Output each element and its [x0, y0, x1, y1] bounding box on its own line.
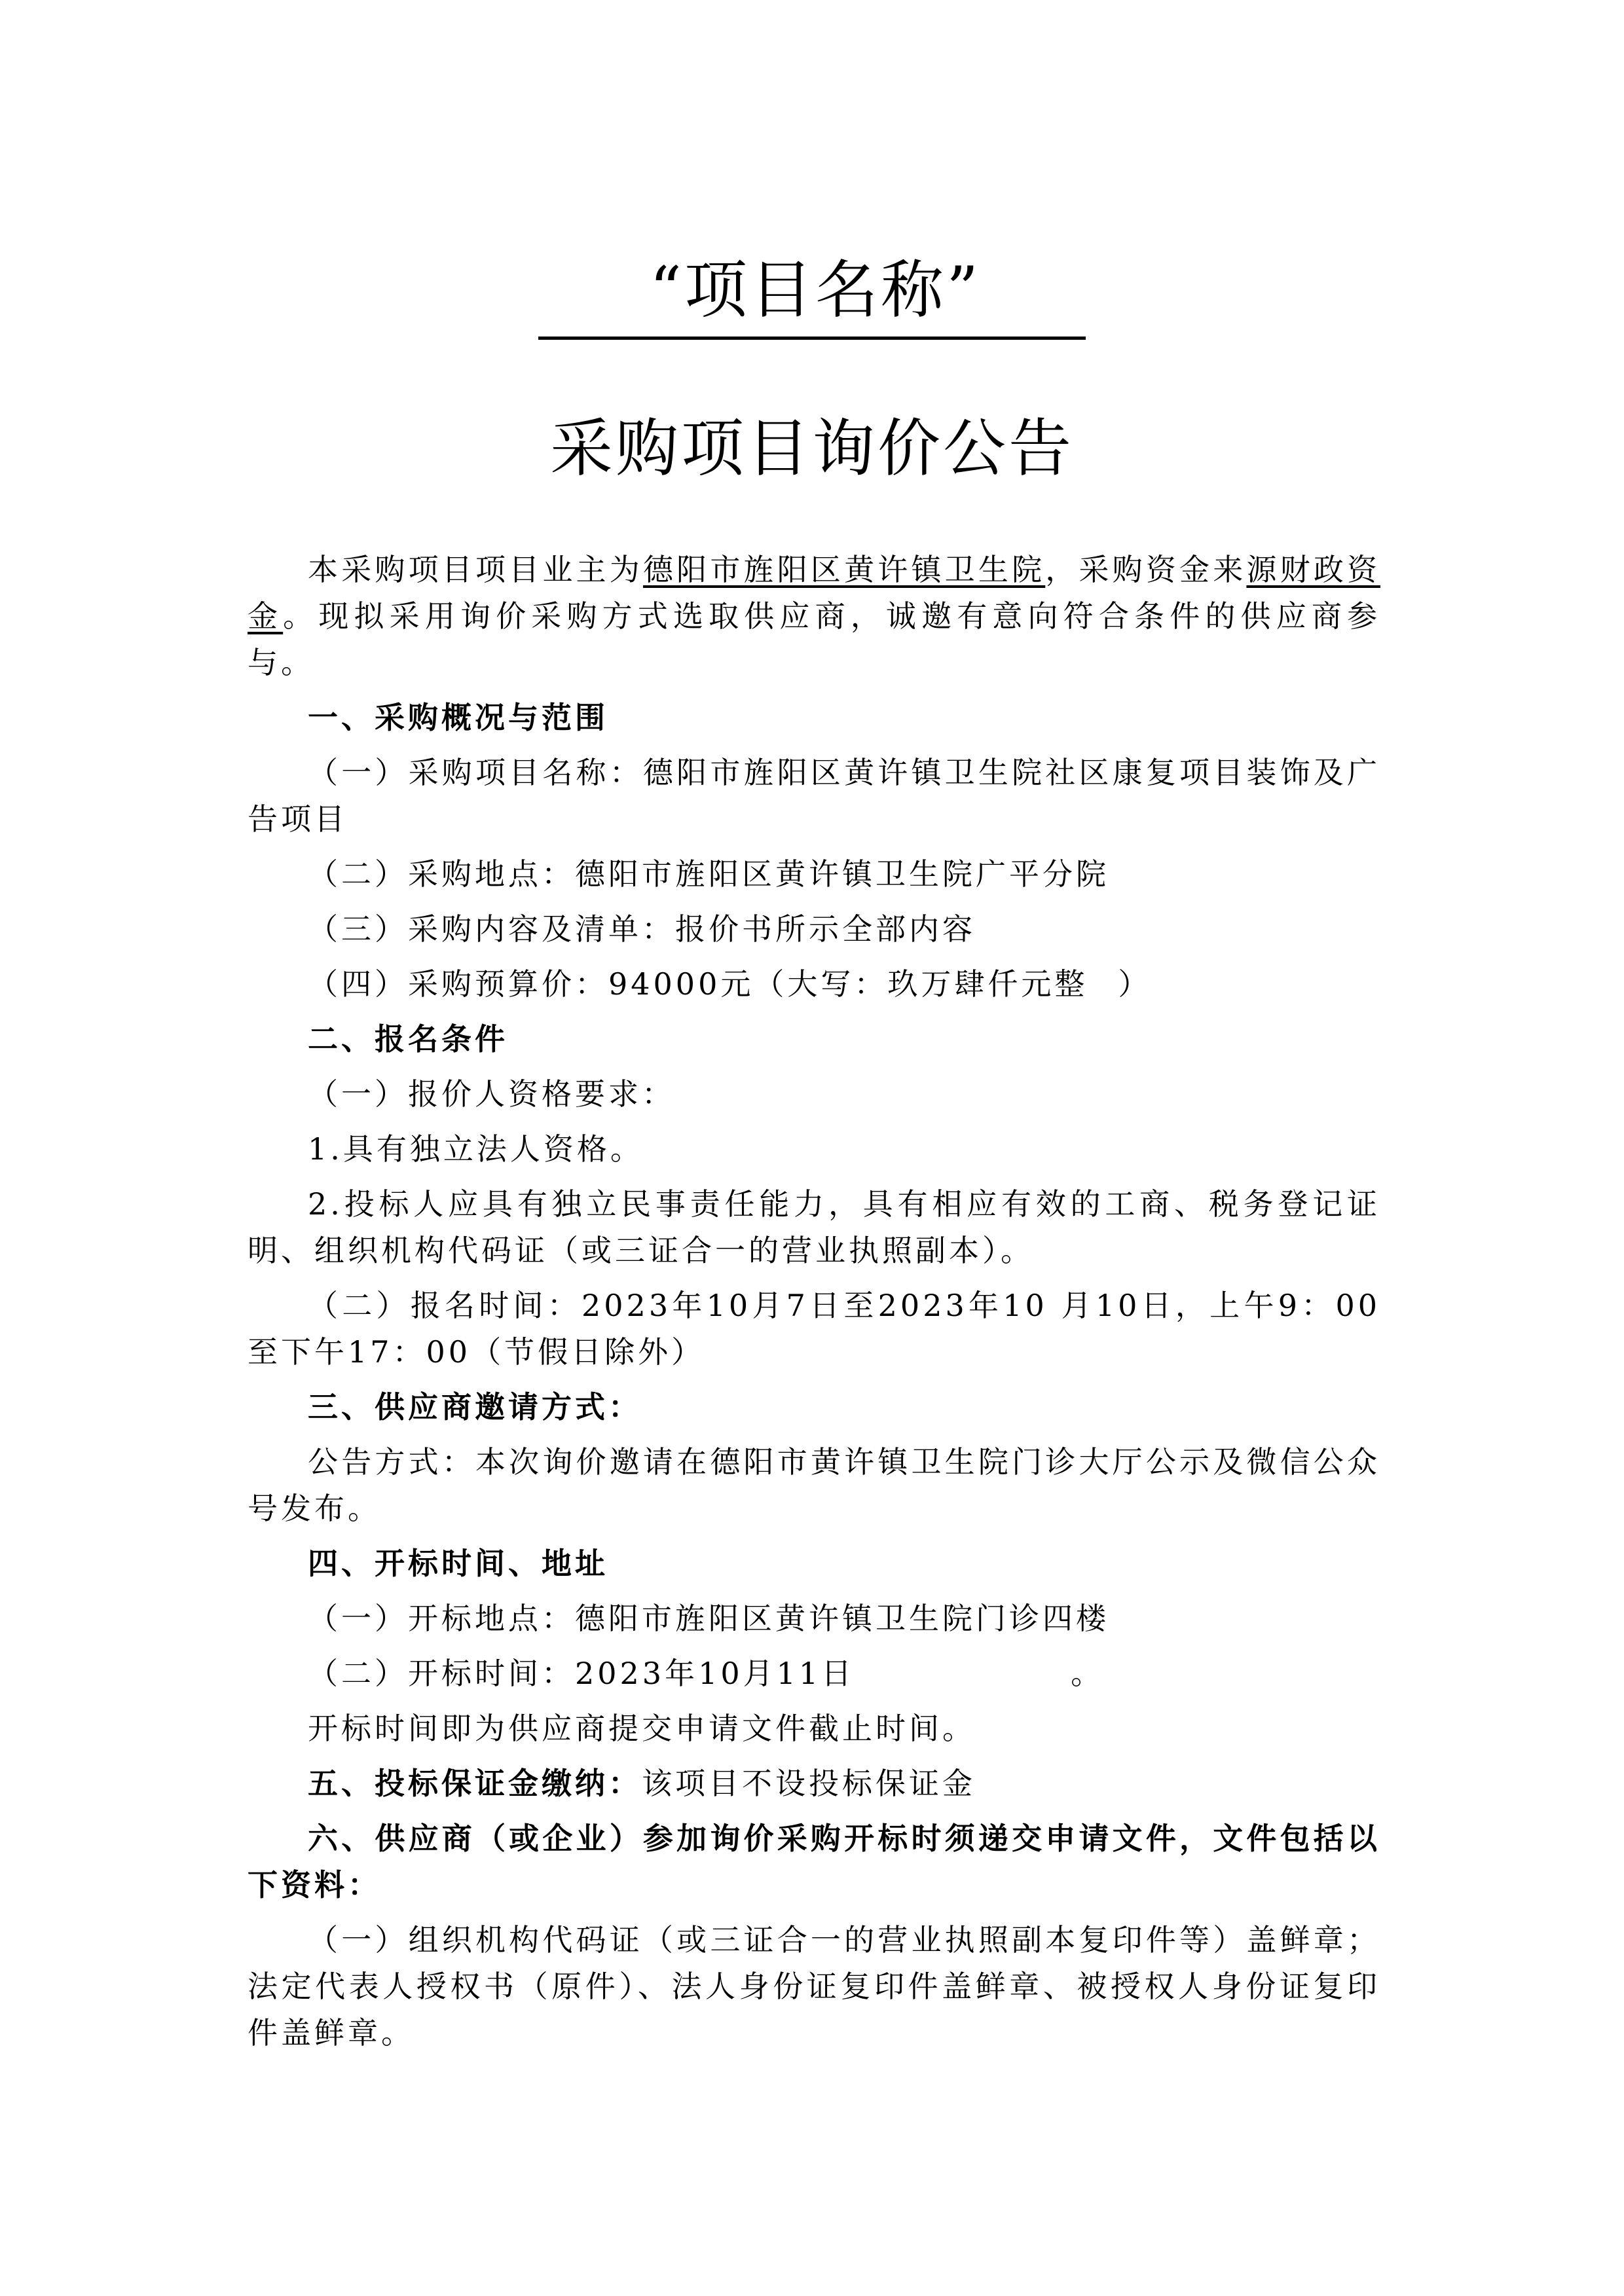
opening-time [248, 1650, 1380, 1697]
overview-item-budget [248, 961, 1380, 1008]
invitation-method: 公告方式：本次询价邀请在德阳市黄许镇卫生院门诊大厅公示及微信公众号发布。 [248, 1444, 1380, 1526]
fund-source: 源财政资金 [248, 552, 1381, 634]
registration-qualification: （一）报价人资格要求： [308, 1076, 675, 1112]
overview-item-location: （二）采购地点：德阳市旌阳区黄许镇卫生院广平分院 [308, 856, 1109, 892]
budget-text: （四）采购预算价：94000元（大写：玖万肆仟元整 [308, 966, 1088, 1002]
section-heading-registration: 二、报名条件 [308, 1021, 508, 1057]
opening-time-end: 。 [1071, 1656, 1105, 1691]
opening-location: （一）开标地点：德阳市旌阳区黄许镇卫生院门诊四楼 [308, 1601, 1109, 1636]
registration-time: （二）报名时间：2023年10月7日至2023年10 月10日，上午9：00 至下午17：00（节假日除外） [248, 1288, 1380, 1370]
overview-item-content: （三）采购内容及清单：报价书所示全部内容 [308, 911, 976, 947]
intro-paragraph [248, 547, 1380, 686]
intro-suffix: 。现拟采用询价采购方式选取供应商，诚邀有意向符合条件的供应商参与。 [248, 598, 1381, 680]
document-title [0, 247, 1624, 340]
budget-close: ） [1118, 966, 1152, 1002]
registration-requirement-2: 2.投标人应具有独立民事责任能力，具有相应有效的工商、税务登记证明、组织机构代码证（或三证合一的营业执照副本）。 [248, 1186, 1380, 1268]
document-title-text: “项目名称” [538, 247, 1086, 340]
project-owner: 德阳市旌阳区黄许镇卫生院 [642, 552, 1046, 587]
deposit-text: 该项目不设投标保证金 [642, 1766, 976, 1801]
section-heading-deposit: 五、投标保证金缴纳： [308, 1766, 642, 1801]
intro-middle: ，采购资金来 [1045, 552, 1247, 587]
section-heading-invitation: 三、供应商邀请方式： [308, 1389, 642, 1425]
section-heading-documents: 六、供应商（或企业）参加询价采购开标时须递交申请文件，文件包括以下资料： [248, 1821, 1380, 1903]
intro-prefix: 本采购项目项目业主为 [308, 552, 643, 587]
document-body [248, 547, 1380, 2056]
document-subtitle: 采购项目询价公告 [550, 412, 1074, 485]
opening-time-text: （二）开标时间：2023年10月11日 [308, 1656, 855, 1691]
overview-item-name: （一）采购项目名称：德阳市旌阳区黄许镇卫生院社区康复项目装饰及广告项目 [248, 755, 1380, 837]
deposit-paragraph [248, 1760, 1380, 1807]
registration-requirement-1: 1.具有独立法人资格。 [308, 1131, 644, 1167]
opening-note: 开标时间即为供应商提交申请文件截止时间。 [308, 1711, 976, 1746]
section-heading-opening: 四、开标时间、地址 [308, 1546, 608, 1581]
section-heading-overview: 一、采购概况与范围 [308, 700, 608, 735]
documents-item-1: （一）组织机构代码证（或三证合一的营业执照副本复印件等）盖鲜章；法定代表人授权书（原件）、法人身份证复印件盖鲜章、被授权人身份证复印件盖鲜章。 [248, 1922, 1380, 2050]
